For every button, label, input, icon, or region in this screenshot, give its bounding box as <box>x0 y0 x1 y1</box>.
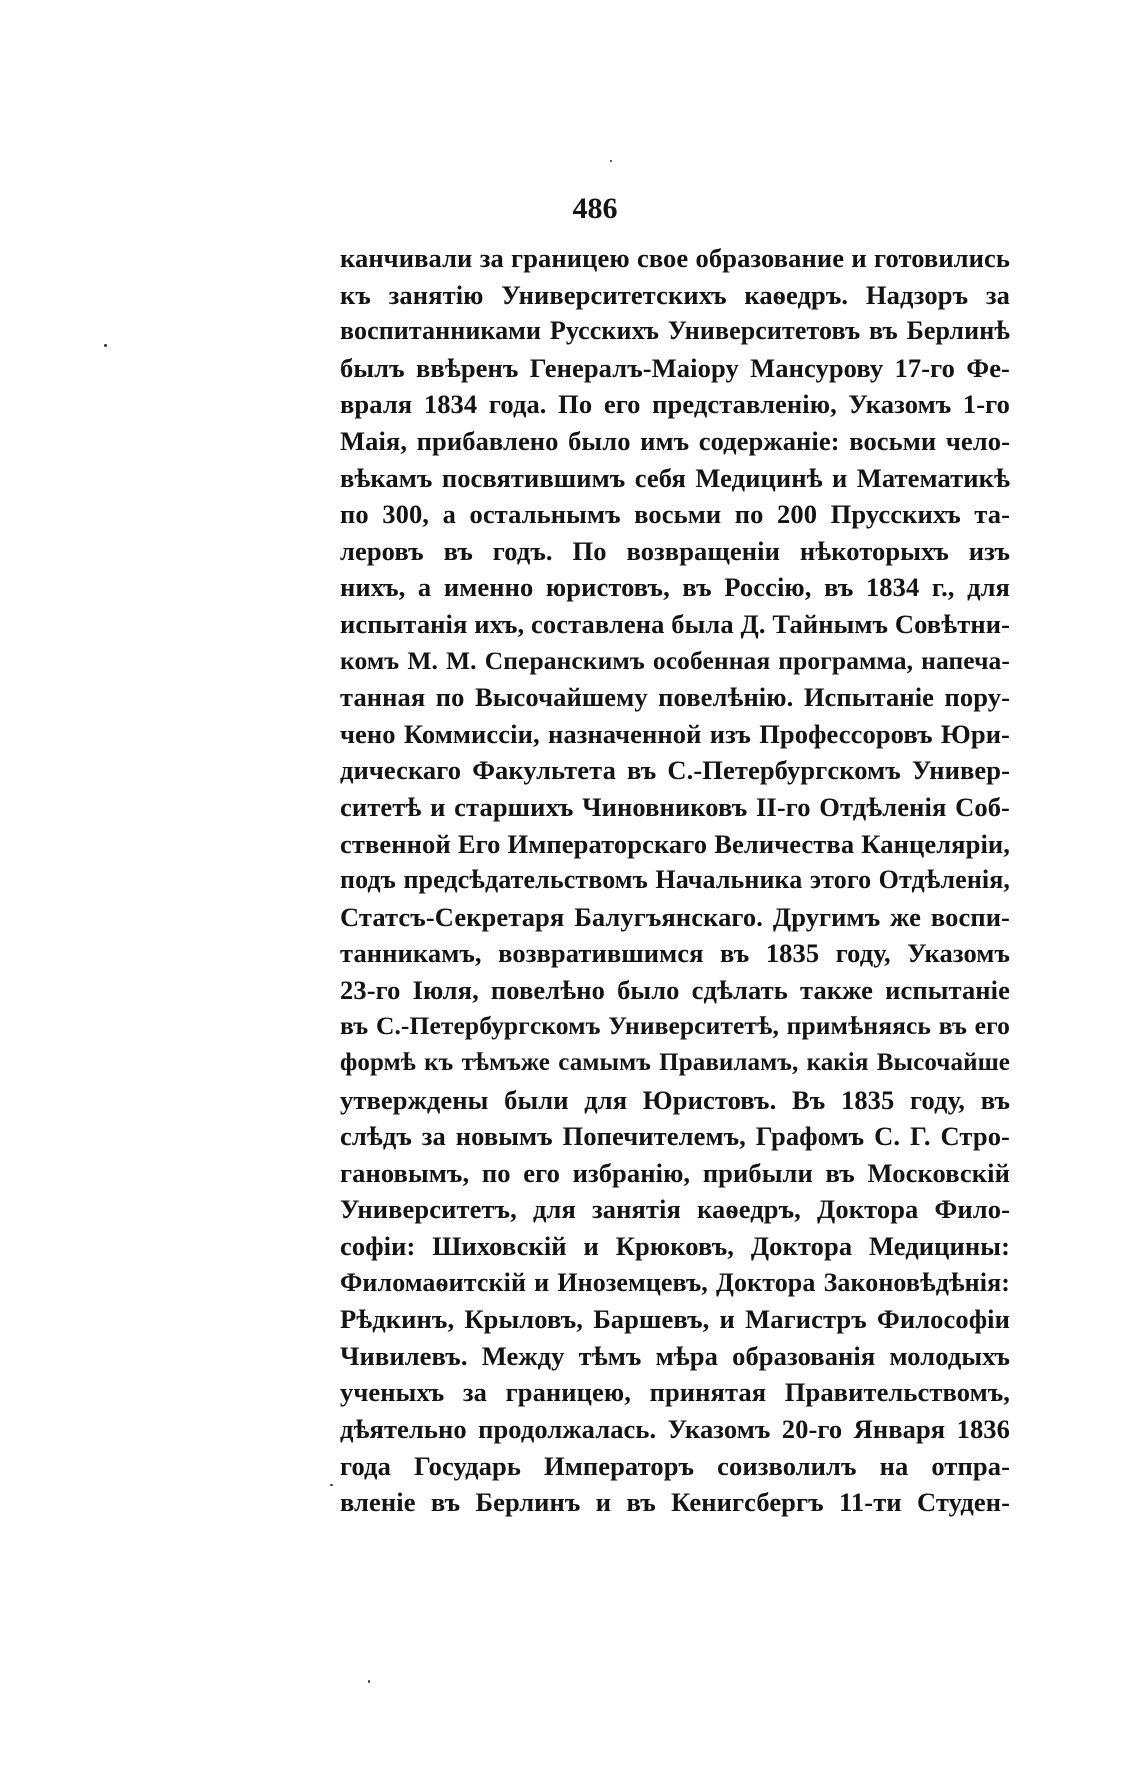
text-line: года Государь Императоръ соизволилъ на отпра- <box>340 1450 1010 1481</box>
text-line: Чивилевъ. Между тѣмъ мѣра образованія молодыхъ <box>340 1340 1010 1371</box>
text-line: враля 1834 года. По его представленію, Указомъ 1-го <box>340 389 1010 420</box>
text-line: леровъ въ годъ. По возвращеніи нѣкоторыхъ изъ <box>340 535 1010 566</box>
scan-speck <box>368 1680 370 1683</box>
text-line: канчивали за границею свое образование и готовились <box>340 243 1010 273</box>
text-line: Статсъ-Секретаря Балугъянскаго. Другимъ же воспи- <box>340 901 1010 932</box>
text-line: дическаго Факультета въ С.-Петербургскомъ Универ- <box>340 755 1010 786</box>
text-line: ственной Его Императорскаго Величества Канцеляріи, <box>340 828 1010 859</box>
text-line: утверждены были для Юристовъ. Въ 1835 году, въ <box>340 1084 1010 1115</box>
text-line: 23-го Іюля, повелѣно было сдѣлать также испытаніе <box>340 974 1010 1005</box>
scan-speck <box>610 160 612 162</box>
text-line: ситетѣ и старшихъ Чиновниковъ II-го Отдѣленія Соб- <box>340 791 1010 822</box>
page-number: 486 <box>572 192 618 225</box>
scan-speck <box>104 344 107 347</box>
text-line: ученыхъ за границею, принятая Правительствомъ, <box>340 1377 1010 1408</box>
text-line: къ занятію Университетскихъ каѳедръ. Надзоръ за <box>340 279 1010 310</box>
text-line: Рѣдкинъ, Крыловъ, Баршевъ, и Магистръ Философіи <box>340 1304 1010 1335</box>
text-line: танная по Высочайшему повелѣнію. Испытаніе пору- <box>340 682 1010 713</box>
text-line: нихъ, а именно юристовъ, въ Россію, въ 1834 г., для <box>340 572 1010 603</box>
text-line: испытанія ихъ, составлена была Д. Тайнымъ Совѣтни- <box>340 608 1010 639</box>
text-line: формѣ къ тѣмъже самымъ Правиламъ, какія Высочайше <box>340 1049 1010 1077</box>
text-line: слѣдъ за новымъ Попечителемъ, Графомъ С. Г. Стро- <box>340 1121 1010 1152</box>
text-line: вленіе въ Берлинъ и въ Кенигсбергъ 11-ти Студен- <box>340 1487 1010 1518</box>
text-line: вѣкамъ посвятившимъ себя Медицинѣ и Математикѣ <box>340 462 1010 493</box>
text-line: былъ ввѣренъ Генералъ-Маіору Мансурову 17-го Фе- <box>340 352 1010 383</box>
text-line: чено Коммиссіи, назначенной изъ Профессоровъ Юри- <box>340 718 1010 749</box>
text-line: танникамъ, возвратившимся въ 1835 году, Указомъ <box>340 938 1010 969</box>
text-line: Маія, прибавлено было имъ содержаніе: восьми чело- <box>340 425 1010 456</box>
text-line: воспитанниками Русскихъ Университетовъ въ Берлинѣ <box>340 316 1010 346</box>
text-line: подъ предсѣдательствомъ Начальника этого Отдѣленія, <box>340 865 1010 895</box>
text-line: гановымъ, по его избранію, прибыли въ Московскій <box>340 1157 1010 1188</box>
body-text <box>340 240 1010 1521</box>
text-line: Филомаѳитскій и Иноземцевъ, Доктора Законовѣдѣнія: <box>340 1267 1010 1297</box>
text-line: софіи: Шиховскій и Крюковъ, Доктора Медицины: <box>340 1231 1010 1262</box>
text-line: дѣятельно продолжалась. Указомъ 20-го Января 1836 <box>340 1414 1010 1444</box>
text-line: комъ М. М. Сперанскимъ особенная программа, напеча- <box>340 645 1010 675</box>
text-line: Университетъ, для занятія каѳедръ, Доктора Фило- <box>340 1194 1010 1225</box>
text-line: по 300, а остальнымъ восьми по 200 Прусскихъ та- <box>340 499 1010 530</box>
scan-speck <box>330 1484 333 1486</box>
text-line: въ С.-Петербургскомъ Университетѣ, примѣняясь въ его <box>340 1011 1010 1041</box>
